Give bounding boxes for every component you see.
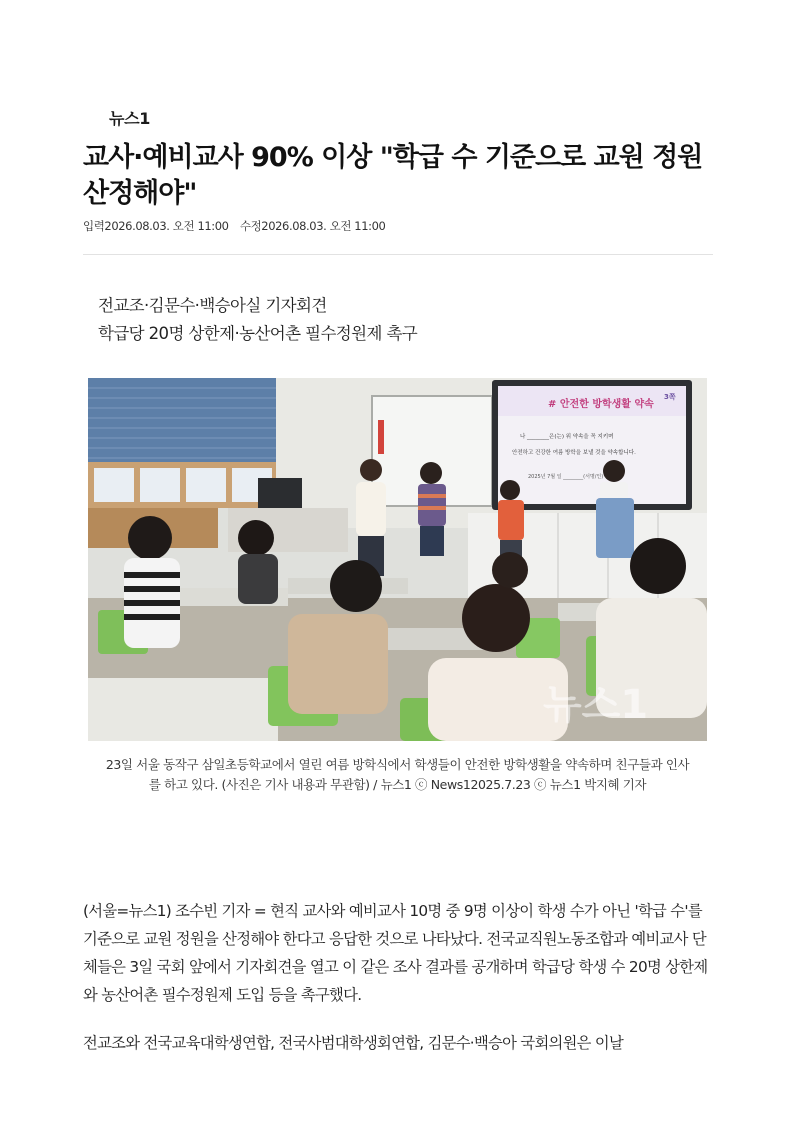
article-dates xyxy=(83,218,385,234)
publisher-logo[interactable]: 뉴스1 xyxy=(109,109,151,128)
paragraph-1: (서울=뉴스1) 조수빈 기자 = 현직 교사와 예비교사 10명 중 9명 이상이 학생 수가 아닌 '학급 수'를 기준으로 교원 정원을 산정해야 한다고 응답한 것으로 나타났다. 전국교직원노동조합과 예비교사 단체들은 3일 국회 앞에서 기자회견을 열고 이 같은 조사 결과를 공개하며 학급당 학생 수 20명 상한제와 농산어촌 필수정원제 도입 등을 촉구했다. xyxy=(83,902,708,1004)
modified-date xyxy=(240,219,386,233)
article-photo[interactable] xyxy=(88,378,707,741)
board-line-1: 나 ________은(는) 위 약속을 꼭 지키며 xyxy=(520,434,614,440)
modified-date-value: 2026.08.03. 오전 11:00 xyxy=(261,219,386,233)
input-date-label: 입력 xyxy=(83,219,105,233)
subheadline-2: 학급당 20명 상한제·농산어촌 필수정원제 촉구 xyxy=(98,324,418,343)
board-badge: 3쪽 xyxy=(664,393,676,401)
article-body xyxy=(83,897,715,1077)
board-line-2: 안전하고 건강한 여름 방학을 보낼 것을 약속합니다. xyxy=(512,450,636,456)
article-subheadlines xyxy=(98,292,417,348)
header-divider xyxy=(83,254,713,255)
board-title: # 안전한 방학생활 약속 xyxy=(548,399,654,410)
board-line-3: 2025년 7월 일 ________(서명/인) xyxy=(528,474,604,480)
paragraph-2: 전교조와 전국교육대학생연합, 전국사범대학생회연합, 김문수·백승아 국회의원은 이날 xyxy=(83,1034,624,1052)
article-headline: 교사·예비교사 90% 이상 "학급 수 기준으로 교원 정원 산정해야" xyxy=(83,142,703,209)
input-date-value: 2026.08.03. 오전 11:00 xyxy=(104,219,229,233)
photo-watermark: 뉴스1 xyxy=(543,682,649,728)
input-date xyxy=(83,219,229,233)
subheadline-1: 전교조·김문수·백승아실 기자회견 xyxy=(98,296,327,315)
modified-date-label: 수정 xyxy=(239,219,262,233)
photo-caption: 23일 서울 동작구 삼일초등학교에서 열린 여름 방학식에서 학생들이 안전한 방학생활을 약속하며 친구들과 인사를 하고 있다. (사진은 기사 내용과 무관함) / 뉴스1 ⓒ News12025.7.23 ⓒ 뉴스1 박지혜 기자 xyxy=(105,757,690,792)
